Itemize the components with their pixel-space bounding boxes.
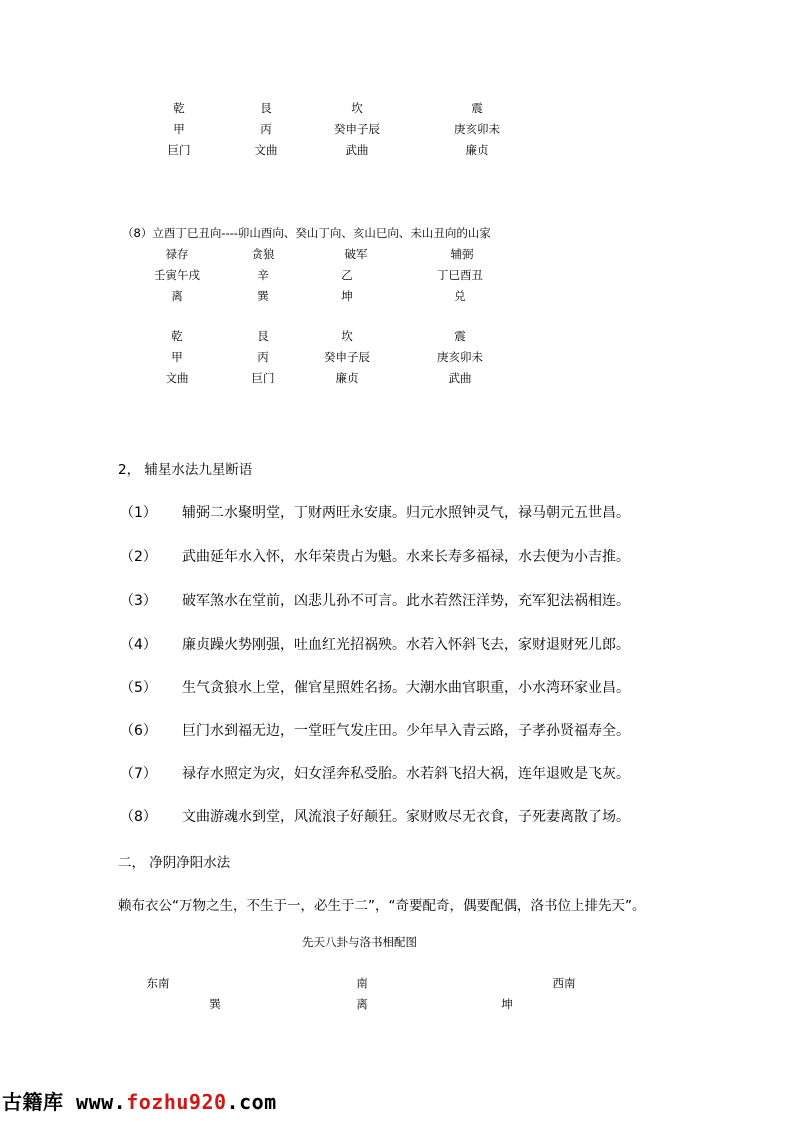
- verse-number: （8）: [120, 809, 157, 825]
- cell: 贪狼: [251, 247, 275, 261]
- cell: 庚亥卯未: [454, 122, 500, 136]
- cell: 震: [454, 329, 466, 343]
- verse-text: 巨门水到福无边，一堂旺气发庄田。少年早入青云路，子孝孙贤福寿全。: [182, 723, 630, 739]
- cell: 坎: [351, 101, 363, 115]
- verse-text: 文曲游魂水到堂，风流浪子好颠狂。家财败尽无衣食，子死妻离散了场。: [182, 809, 630, 825]
- verse-text: 辅弼二水聚明堂，丁财两旺永安康。归元水照钟灵气，禄马朝元五世昌。: [182, 505, 630, 521]
- cell: 乙: [341, 268, 353, 282]
- cell: 甲: [171, 350, 183, 364]
- cell: 艮: [257, 329, 269, 343]
- direction-label: 东南: [146, 976, 170, 990]
- quote-paragraph: 赖布衣公“万物之生，不生于一，必生于二”，“奇要配奇，偶要配偶，洛书位上排先天”。: [118, 898, 646, 914]
- cell: 癸申子辰: [324, 350, 370, 364]
- watermark-part: fozhu920: [126, 1090, 227, 1114]
- cell: 破军: [344, 247, 368, 261]
- direction-label: 南: [356, 976, 368, 990]
- watermark-part: 古籍库 www.: [2, 1090, 127, 1114]
- cell: 壬寅午戌: [154, 268, 200, 282]
- cell: 艮: [260, 101, 272, 115]
- verse-number: （7）: [120, 766, 157, 782]
- section-title: （8）立酉丁巳丑向----卯山酉向、癸山丁向、亥山巳向、未山丑向的山家: [122, 226, 491, 240]
- cell: 震: [471, 101, 483, 115]
- section-heading: 2， 辅星水法九星断语: [118, 462, 253, 478]
- cell: 巨门: [167, 143, 191, 157]
- cell: 丙: [257, 350, 269, 364]
- trigram-label: 坤: [501, 997, 513, 1011]
- verse-number: （6）: [120, 723, 157, 739]
- cell: 坎: [341, 329, 353, 343]
- diagram-title: 先天八卦与洛书相配图: [302, 935, 417, 949]
- cell: 武曲: [345, 143, 369, 157]
- cell: 丙: [260, 122, 272, 136]
- verse-number: （5）: [120, 680, 157, 696]
- watermark-part: .com: [226, 1090, 277, 1114]
- cell: 巽: [257, 289, 269, 303]
- trigram-label: 巽: [209, 997, 221, 1011]
- cell: 巨门: [251, 371, 275, 385]
- verse-text: 廉贞躁火势刚强，吐血红光招祸殃。水若入怀斜飞去，家财退财死儿郎。: [182, 637, 630, 653]
- verse-number: （4）: [120, 637, 157, 653]
- cell: 廉贞: [465, 143, 489, 157]
- cell: 武曲: [448, 371, 472, 385]
- direction-label: 西南: [552, 976, 576, 990]
- cell: 甲: [173, 122, 185, 136]
- verse-number: （2）: [120, 549, 157, 565]
- verse-text: 武曲延年水入怀，水年荣贵占为魁。水来长寿多福禄，水去便为小吉推。: [182, 549, 630, 565]
- section-heading: 二， 净阴净阳水法: [118, 855, 231, 871]
- site-watermark: [2, 1086, 277, 1115]
- verse-text: 破军煞水在堂前，凶悲儿孙不可言。此水若然汪洋势，充军犯法祸相连。: [182, 593, 630, 609]
- verse-number: （3）: [120, 593, 157, 609]
- verse-text: 禄存水照定为灾，妇女淫奔私受胎。水若斜飞招大祸，连年退败是飞灰。: [182, 766, 630, 782]
- cell: 兑: [454, 289, 466, 303]
- cell: 文曲: [254, 143, 278, 157]
- verse-number: （1）: [120, 505, 157, 521]
- cell: 癸申子辰: [334, 122, 380, 136]
- cell: 禄存: [165, 247, 189, 261]
- cell: 丁巳酉丑: [437, 268, 483, 282]
- cell: 乾: [173, 101, 185, 115]
- trigram-label: 离: [356, 997, 368, 1011]
- cell: 文曲: [165, 371, 189, 385]
- cell: 辅弼: [450, 247, 474, 261]
- cell: 乾: [171, 329, 183, 343]
- cell: 庚亥卯未: [437, 350, 483, 364]
- cell: 廉贞: [335, 371, 359, 385]
- cell: 坤: [341, 289, 353, 303]
- cell: 离: [171, 289, 183, 303]
- cell: 辛: [257, 268, 269, 282]
- verse-text: 生气贪狼水上堂，催官星照姓名扬。大潮水曲官职重，小水湾环家业昌。: [182, 680, 630, 696]
